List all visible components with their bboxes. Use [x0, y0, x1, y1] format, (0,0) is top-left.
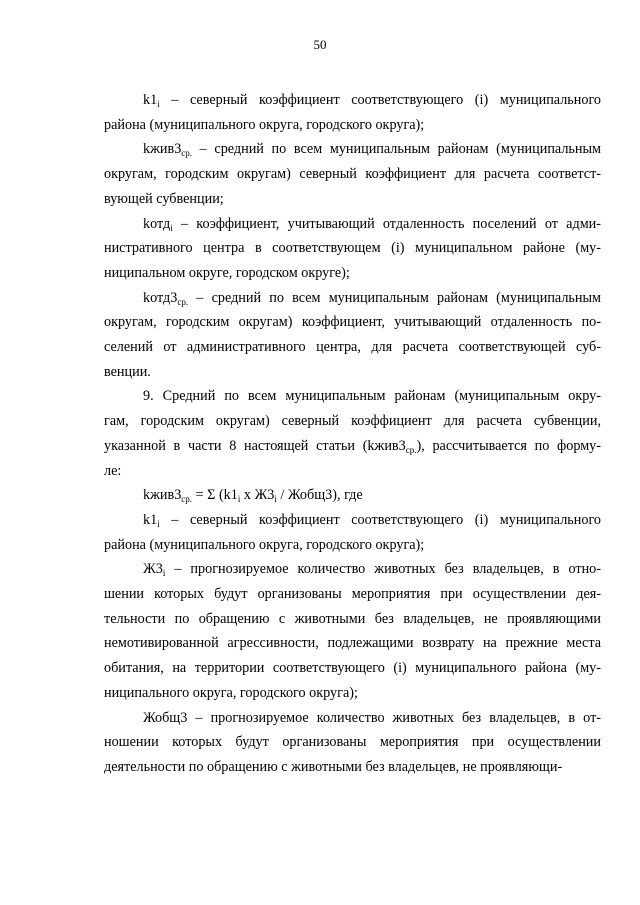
text-run: немотивированной агрессивности, подлежащими возврату на прежние места	[104, 635, 601, 652]
paragraph-4-line-2	[104, 310, 601, 335]
text-run: Ж3	[143, 561, 163, 578]
text-run: Жобщ3 – прогнозируемое количество животных без владельцев, в от-	[143, 709, 601, 726]
text-run: селений от административного центра, для расчета соответствующей суб-	[104, 339, 601, 356]
text-run: венции.	[104, 363, 151, 380]
page-number: 50	[313, 37, 327, 52]
paragraph-3-line-3	[104, 261, 601, 286]
paragraph-9-line-3	[104, 755, 601, 780]
text-run: х Ж3	[240, 487, 275, 504]
text-run: шении которых будут организованы мероприятия при осуществлении дея-	[104, 586, 601, 603]
subscript-index: ср.	[177, 296, 189, 307]
paragraph-2-line-3	[104, 187, 601, 212]
text-run: вующей субвенции;	[104, 190, 224, 207]
paragraph-8-line-3	[104, 607, 601, 632]
text-run: – коэффициент, учитывающий отдаленность поселений от адми-	[172, 215, 601, 232]
subscript-index: i	[274, 494, 277, 505]
paragraph-4-line-1	[104, 286, 601, 311]
text-run: k1	[143, 511, 158, 528]
text-run: округам, городским округам) северный коэффициент для расчета соответст-	[104, 166, 601, 183]
text-run: указанной в части 8 настоящей статьи (kжив3	[104, 437, 406, 454]
paragraph-6-line-1	[104, 483, 601, 508]
paragraph-5-line-2	[104, 409, 601, 434]
text-run: тельности по обращению с животными без владельцев, не проявляющими	[104, 610, 601, 627]
subscript-index: i	[157, 518, 160, 529]
text-run: ле:	[104, 462, 122, 479]
paragraph-9-line-1	[104, 706, 601, 731]
text-run: обитания, на территории соответствующего (i) муниципального района (му-	[104, 660, 601, 677]
text-run: ношении которых будут организованы мероприятия при осуществлении	[104, 734, 601, 751]
text-run: – северный коэффициент соответствующего (i) муниципального	[159, 511, 601, 528]
text-run: kжив3	[143, 141, 182, 158]
text-run: района (муниципального округа, городского округа);	[104, 536, 425, 553]
subscript-index: ср.	[181, 148, 193, 159]
text-run: / Жобщ3), где	[276, 487, 363, 504]
text-run: округам, городским округам) коэффициент, учитывающий отдаленность по-	[104, 314, 601, 331]
subscript-index: i	[162, 568, 166, 579]
paragraph-2-line-1	[104, 137, 601, 162]
text-run: ниципального округа, городского округа);	[104, 684, 358, 701]
text-run: деятельности по обращению с животными без владельцев, не проявляющи-	[104, 758, 563, 775]
text-run: нистративного центра в соответствующем (i) муниципальном районе (му-	[104, 240, 601, 257]
paragraph-8-line-4	[104, 631, 601, 656]
paragraph-3-line-1	[104, 212, 601, 237]
text-run: ), рассчитывается по форму-	[416, 437, 601, 454]
text-run: kотд	[143, 215, 171, 232]
paragraph-5-line-4	[104, 459, 601, 484]
paragraph-4-line-3	[104, 335, 601, 360]
paragraph-3-line-2	[104, 236, 601, 261]
paragraph-5-line-1	[104, 384, 601, 409]
subscript-index: i	[157, 99, 160, 109]
paragraph-8-line-5	[104, 656, 601, 681]
paragraph-8-line-1	[104, 557, 601, 582]
subscript-index: i	[170, 222, 173, 233]
paragraph-8-line-2	[104, 582, 601, 607]
text-run: – прогнозируемое количество животных без владельцев, в отно-	[165, 561, 601, 578]
document-body	[104, 88, 601, 780]
subscript-index: i	[237, 494, 241, 505]
text-run: ниципальном округе, городском округе);	[104, 264, 350, 281]
paragraph-9-line-2	[104, 730, 601, 755]
paragraph-7-line-1	[104, 508, 601, 533]
paragraph-1-line-2	[104, 113, 601, 138]
subscript-index: ср.	[181, 494, 193, 505]
text-run: – северный коэффициент соответствующего (i) муниципального	[159, 92, 601, 108]
paragraph-4-line-4	[104, 360, 601, 385]
text-run: – средний по всем муниципальным районам (муниципальным	[188, 289, 601, 306]
subscript-index: ср.	[405, 444, 417, 455]
text-run: k1	[143, 92, 158, 108]
text-run: 9. Средний по всем муниципальным районам (муниципальным окру-	[143, 388, 601, 405]
paragraph-1-line-1	[104, 88, 601, 113]
paragraph-7-line-2	[104, 533, 601, 558]
paragraph-8-line-6	[104, 681, 601, 706]
text-run: kжив3	[143, 487, 182, 504]
text-run: kотд3	[143, 289, 178, 306]
text-run: района (муниципального округа, городского округа);	[104, 116, 425, 133]
text-run: = Σ (k1	[192, 487, 238, 504]
text-run: – средний по всем муниципальным районам (муниципальным	[192, 141, 601, 158]
paragraph-5-line-3	[104, 434, 601, 459]
paragraph-2-line-2	[104, 162, 601, 187]
text-run: гам, городским округам) северный коэффициент для расчета субвенции,	[104, 413, 601, 430]
